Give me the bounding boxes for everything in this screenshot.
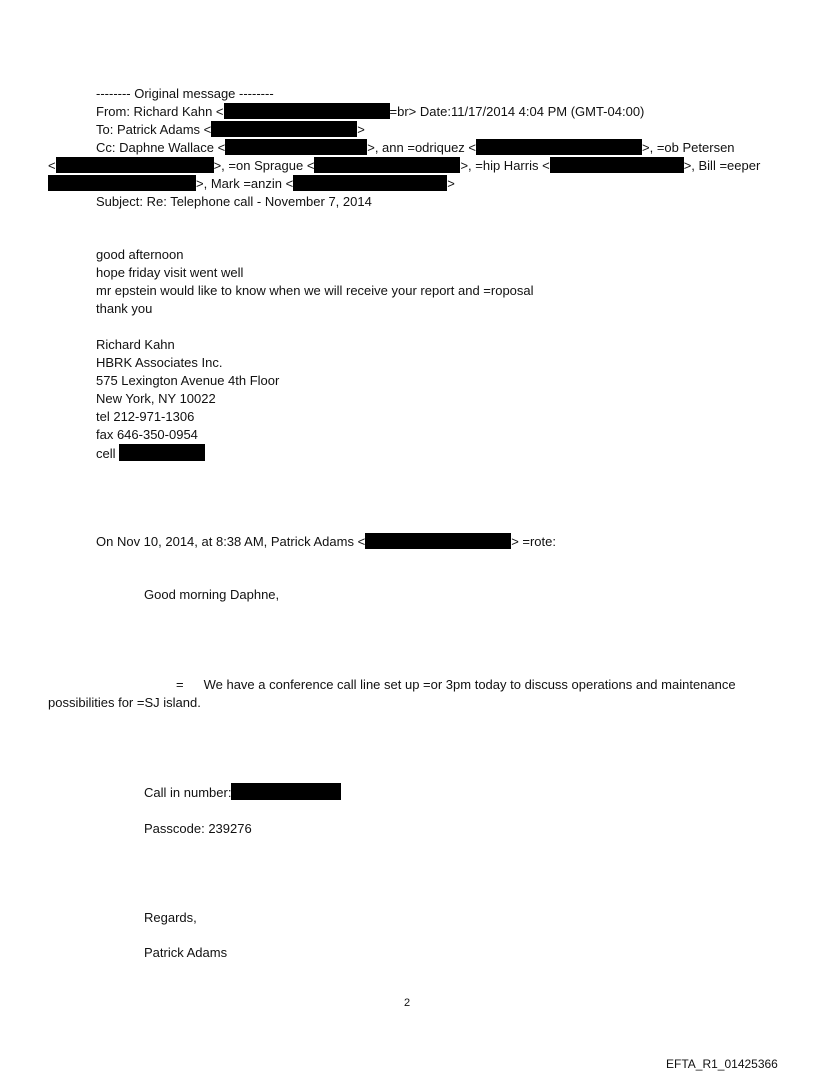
bullet-marker: = <box>176 677 184 692</box>
cell-label: cell <box>96 446 116 461</box>
signature-company: HBRK Associates Inc. <box>96 355 223 370</box>
from-date: =br> Date:11/17/2014 4:04 PM (GMT-04:00) <box>389 104 645 119</box>
redaction-block <box>314 157 460 173</box>
quoted-header <box>96 533 556 551</box>
redaction-block <box>119 444 205 461</box>
body-line: good afternoon <box>96 247 184 262</box>
body-line: mr epstein would like to know when we will receive your report and =roposal <box>96 283 534 298</box>
cc-recipient: >, Bill =eeper <box>683 158 761 173</box>
redaction-block <box>224 103 390 119</box>
quoted-paragraph-line1 <box>176 676 736 694</box>
subject-line: Subject: Re: Telephone call - November 7, 2014 <box>96 194 372 209</box>
document-id: EFTA_R1_01425366 <box>666 1057 778 1071</box>
redaction-block <box>56 157 214 173</box>
cc-line-3 <box>48 175 455 193</box>
to-tail: > <box>357 122 365 137</box>
from-label: From: Richard Kahn < <box>96 104 224 119</box>
sender-name: Patrick Adams <box>144 945 228 960</box>
quoted-greeting: Good morning Daphne, <box>144 587 280 602</box>
body-line: thank you <box>96 301 153 316</box>
signature-city: New York, NY 10022 <box>96 391 216 406</box>
cc-bracket: < <box>48 158 56 173</box>
signature-address: 575 Lexington Avenue 4th Floor <box>96 373 280 388</box>
redaction-block <box>211 121 357 137</box>
call-in-line <box>144 783 341 802</box>
cc-line-2 <box>48 157 760 175</box>
to-label: To: Patrick Adams < <box>96 122 212 137</box>
from-line <box>96 103 644 121</box>
signature-cell <box>96 444 205 463</box>
cc-label: Cc: Daphne Wallace < <box>96 140 226 155</box>
cc-recipient: >, =on Sprague < <box>213 158 315 173</box>
regards-line: Regards, <box>144 910 197 925</box>
redaction-block <box>225 139 367 155</box>
redaction-block <box>365 533 511 549</box>
to-line <box>96 121 365 139</box>
redaction-block <box>476 139 642 155</box>
quoted-paragraph-line2: possibilities for =SJ island. <box>48 695 201 710</box>
cc-recipient: >, ann =odriquez < <box>367 140 477 155</box>
redaction-block <box>231 783 341 800</box>
cc-recipient: >, Mark =anzin < <box>196 176 294 191</box>
redaction-block <box>550 157 684 173</box>
quoted-header-tail: > =rote: <box>511 534 556 549</box>
cc-line-1 <box>96 139 735 157</box>
call-in-label: Call in number: <box>144 785 232 800</box>
redaction-block <box>48 175 196 191</box>
signature-tel: tel 212-971-1306 <box>96 409 195 424</box>
signature-name: Richard Kahn <box>96 337 175 352</box>
quoted-header-text: On Nov 10, 2014, at 8:38 AM, Patrick Adams < <box>96 534 366 549</box>
redaction-block <box>293 175 447 191</box>
cc-recipient: >, =hip Harris < <box>460 158 550 173</box>
paragraph-text: We have a conference call line set up =or 3pm today to discuss operations and maintenance <box>203 677 736 692</box>
original-message-divider: -------- Original message -------- <box>96 86 274 101</box>
cc-tail: > <box>447 176 455 191</box>
cc-recipient: >, =ob Petersen <box>642 140 735 155</box>
passcode-line: Passcode: 239276 <box>144 821 252 836</box>
body-line: hope friday visit went well <box>96 265 244 280</box>
page-number: 2 <box>404 997 411 1009</box>
signature-fax: fax 646-350-0954 <box>96 427 198 442</box>
